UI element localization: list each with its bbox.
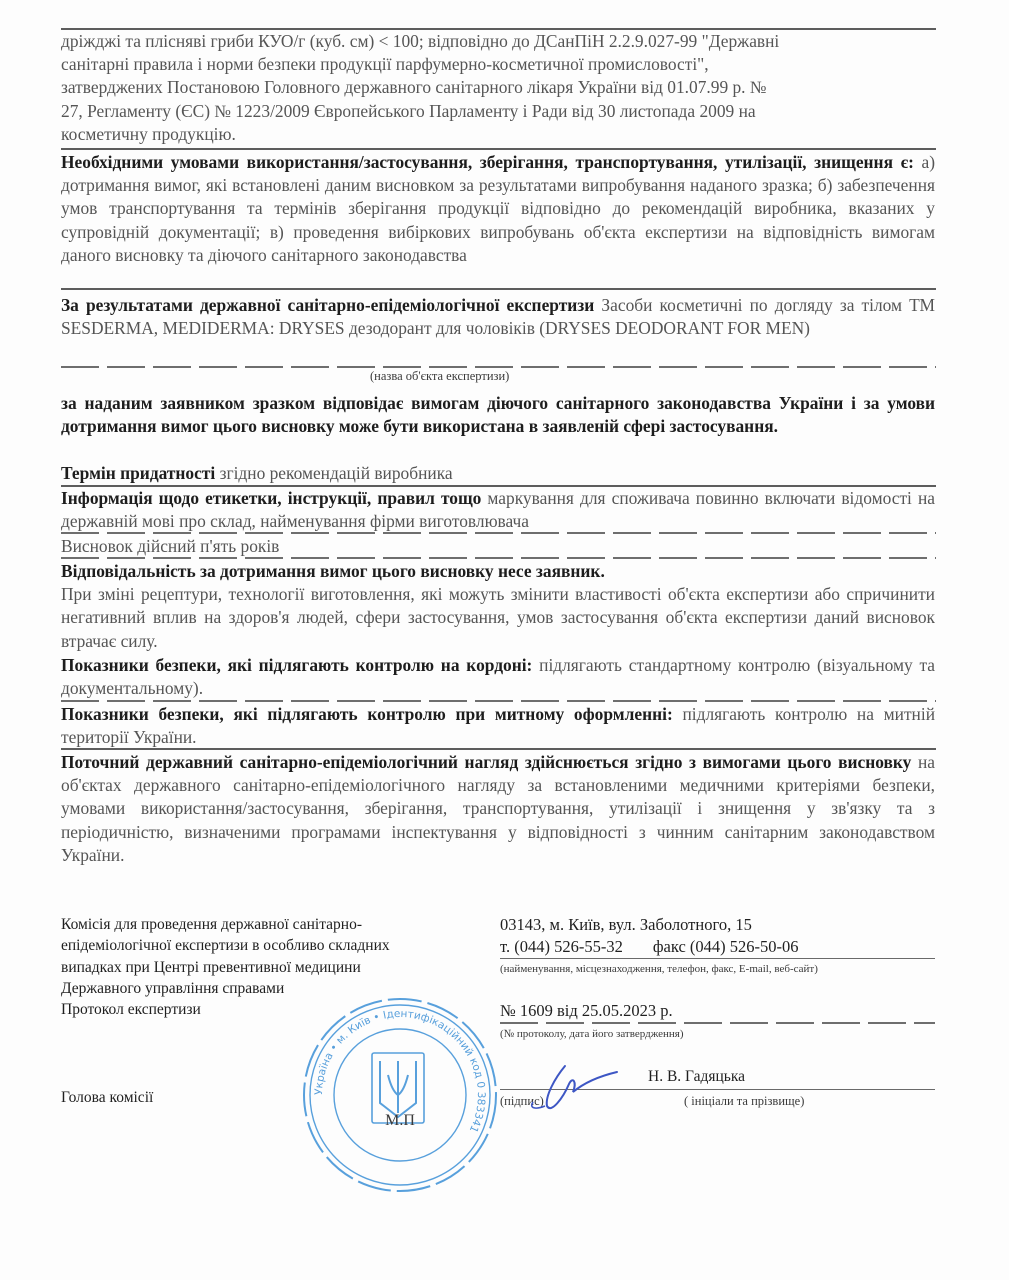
usage-conditions-heading: Необхідними умовами використання/застосування, зберігання, транспортування, утилізації, знищення є:	[61, 152, 914, 172]
protocol-caption: (№ протоколу, дата його затвердження)	[500, 1028, 684, 1040]
section-divider	[61, 288, 936, 290]
border-control-heading: Показники безпеки, які підлягають контролю на кордоні:	[61, 655, 533, 675]
section-supervision	[61, 751, 935, 867]
section-customs-control	[61, 703, 935, 749]
customs-control-heading: Показники безпеки, які підлягають контролю при митному оформленні:	[61, 704, 673, 724]
border-control-underline	[61, 700, 936, 702]
object-caption: (назва об'єкта експертизи)	[370, 369, 510, 383]
supervision-heading: Поточний державний санітарно-епідеміологічний нагляд здійснюється згідно з вимогами цього висновку	[61, 752, 912, 772]
stamp-ring-text: Україна • м. Київ • Ідентифікаційний код 0 383341	[312, 1007, 488, 1135]
section-divider	[61, 748, 936, 750]
section-1-line: 27, Регламенту (ЄС) № 1223/2009 Європейського Парламенту і Ради від 30 листопада 2009 на	[61, 100, 756, 121]
section-1-line: затверджених Постановою Головного державного санітарного лікаря України від 01.07.99 р. №	[61, 77, 767, 98]
labeling-underline	[61, 532, 936, 534]
section-usage-conditions	[61, 151, 935, 267]
section-1-line: санітарні правила і норми безпеки продукції парфумерно-косметичної промисловості",	[61, 54, 709, 75]
address-line: 03143, м. Київ, вул. Заболотного, 15	[500, 915, 752, 934]
chair-name: Н. В. Гадяцька	[648, 1068, 746, 1085]
shelf-life-text: згідно рекомендацій виробника	[219, 463, 453, 483]
fax-number: факс (044) 526-50-06	[652, 936, 799, 956]
chair-label: Голова комісії	[61, 1089, 154, 1106]
expertise-conclusion: за наданим заявником зразком відповідає вимогам діючого санітарного законодавства України і за умови дотримання вимог цього висновку може бути використана в заявленій сфері застосування.	[61, 393, 935, 437]
responsibility-heading: Відповідальність за дотримання вимог цього висновку несе заявник.	[61, 561, 605, 581]
section-1-line: косметичну продукцію.	[61, 123, 236, 144]
expertise-object: Засоби косметичні по догляду за тілом ТМ SESDERMA, MEDIDERMA: DRYSES дезодорант для чоловіків (DRYSES DEODORANT FOR MEN)	[61, 295, 935, 339]
protocol-number: № 1609 від 25.05.2023 р.	[500, 1001, 673, 1020]
signature-icon	[525, 1058, 620, 1118]
customs-control-text: підлягають контролю на митній території України.	[61, 704, 936, 748]
section-expertise-result	[61, 294, 935, 340]
phone-number: т. (044) 526-55-32	[500, 936, 623, 956]
commission-line: Комісія для проведення державної санітарно-	[61, 916, 363, 933]
usage-conditions-text: а) дотримання вимог, які встановлені даним висновком за результатами випробування наданого зразка; б) забезпечення умов транспортування та термінів зберігання продукції відповідно до рекомендацій виробника, вказаних у супровідній документації; в) проведення вибіркових випробувань об'єкта експертизи на відповідність вимогам даного висновку та діючого санітарного законодавства	[61, 152, 935, 265]
object-underline	[61, 366, 936, 368]
shelf-life-heading: Термін придатності	[61, 463, 216, 483]
name-caption: ( ініціали та прізвище)	[684, 1094, 805, 1108]
labeling-heading: Інформація щодо етикетки, інструкції, правил тощо	[61, 488, 482, 508]
supervision-text: на об'єктах державного санітарно-епідеміологічного нагляду за встановленими медичними критеріями безпеки, умовами використання/застосування, зберігання, транспортування, утилізації і знищення у зв'язку та з періодичністю, визначеними програмами інспектування у відповідності з чинним санітарним законодавством України.	[61, 752, 935, 865]
expertise-conclusion-block	[61, 392, 935, 438]
labeling-text: маркування для споживача повинно включати відомості на державній мові про склад, найменування фірми виготовлювача	[61, 488, 935, 532]
address-underline	[500, 958, 935, 959]
commission-line: Протокол експертизи	[61, 1001, 201, 1019]
section-border-control	[61, 654, 935, 700]
section-responsibility	[61, 560, 935, 653]
section-shelf-life	[61, 462, 935, 485]
commission-line: епідеміологічної експертизи в особливо складних	[61, 937, 390, 955]
address-caption: (найменування, місцезнаходження, телефон, факс, E-mail, веб-сайт)	[500, 963, 818, 975]
responsibility-text: При зміні рецептури, технології виготовлення, які можуть змінити властивості об'єкта експертизи або спричинити негативний вплив на здоров'я людей, сфери застосування, умов застосування об'єкта експертизи даний висновок втрачає силу.	[61, 584, 935, 651]
official-stamp-icon	[300, 995, 500, 1195]
commission-line: випадках при Центрі превентивної медицини	[61, 958, 361, 976]
protocol-underline	[500, 1022, 935, 1024]
section-labeling	[61, 487, 935, 533]
stamp-center-text: М.П	[385, 1112, 415, 1129]
signature-caption: (підпис)	[500, 1094, 544, 1108]
address-block	[500, 914, 799, 957]
section-validity	[61, 535, 935, 558]
commission-line: Державного управління справами	[61, 979, 285, 997]
section-divider	[61, 148, 936, 150]
validity-underline	[61, 557, 936, 559]
border-control-text: підлягають стандартному контролю (візуальному та документальному).	[61, 655, 935, 699]
expertise-result-heading: За результатами державної санітарно-епідеміологічної експертизи	[61, 295, 595, 315]
validity-text: Висновок дійсний п'ять років	[61, 536, 280, 556]
section-1-line: дріжджі та пліснявi гриби КУО/г (куб. см) < 100; відповідно до ДСанПіН 2.2.9.027-99 "Державні	[61, 31, 780, 51]
section-hygiene-standards	[61, 30, 935, 146]
